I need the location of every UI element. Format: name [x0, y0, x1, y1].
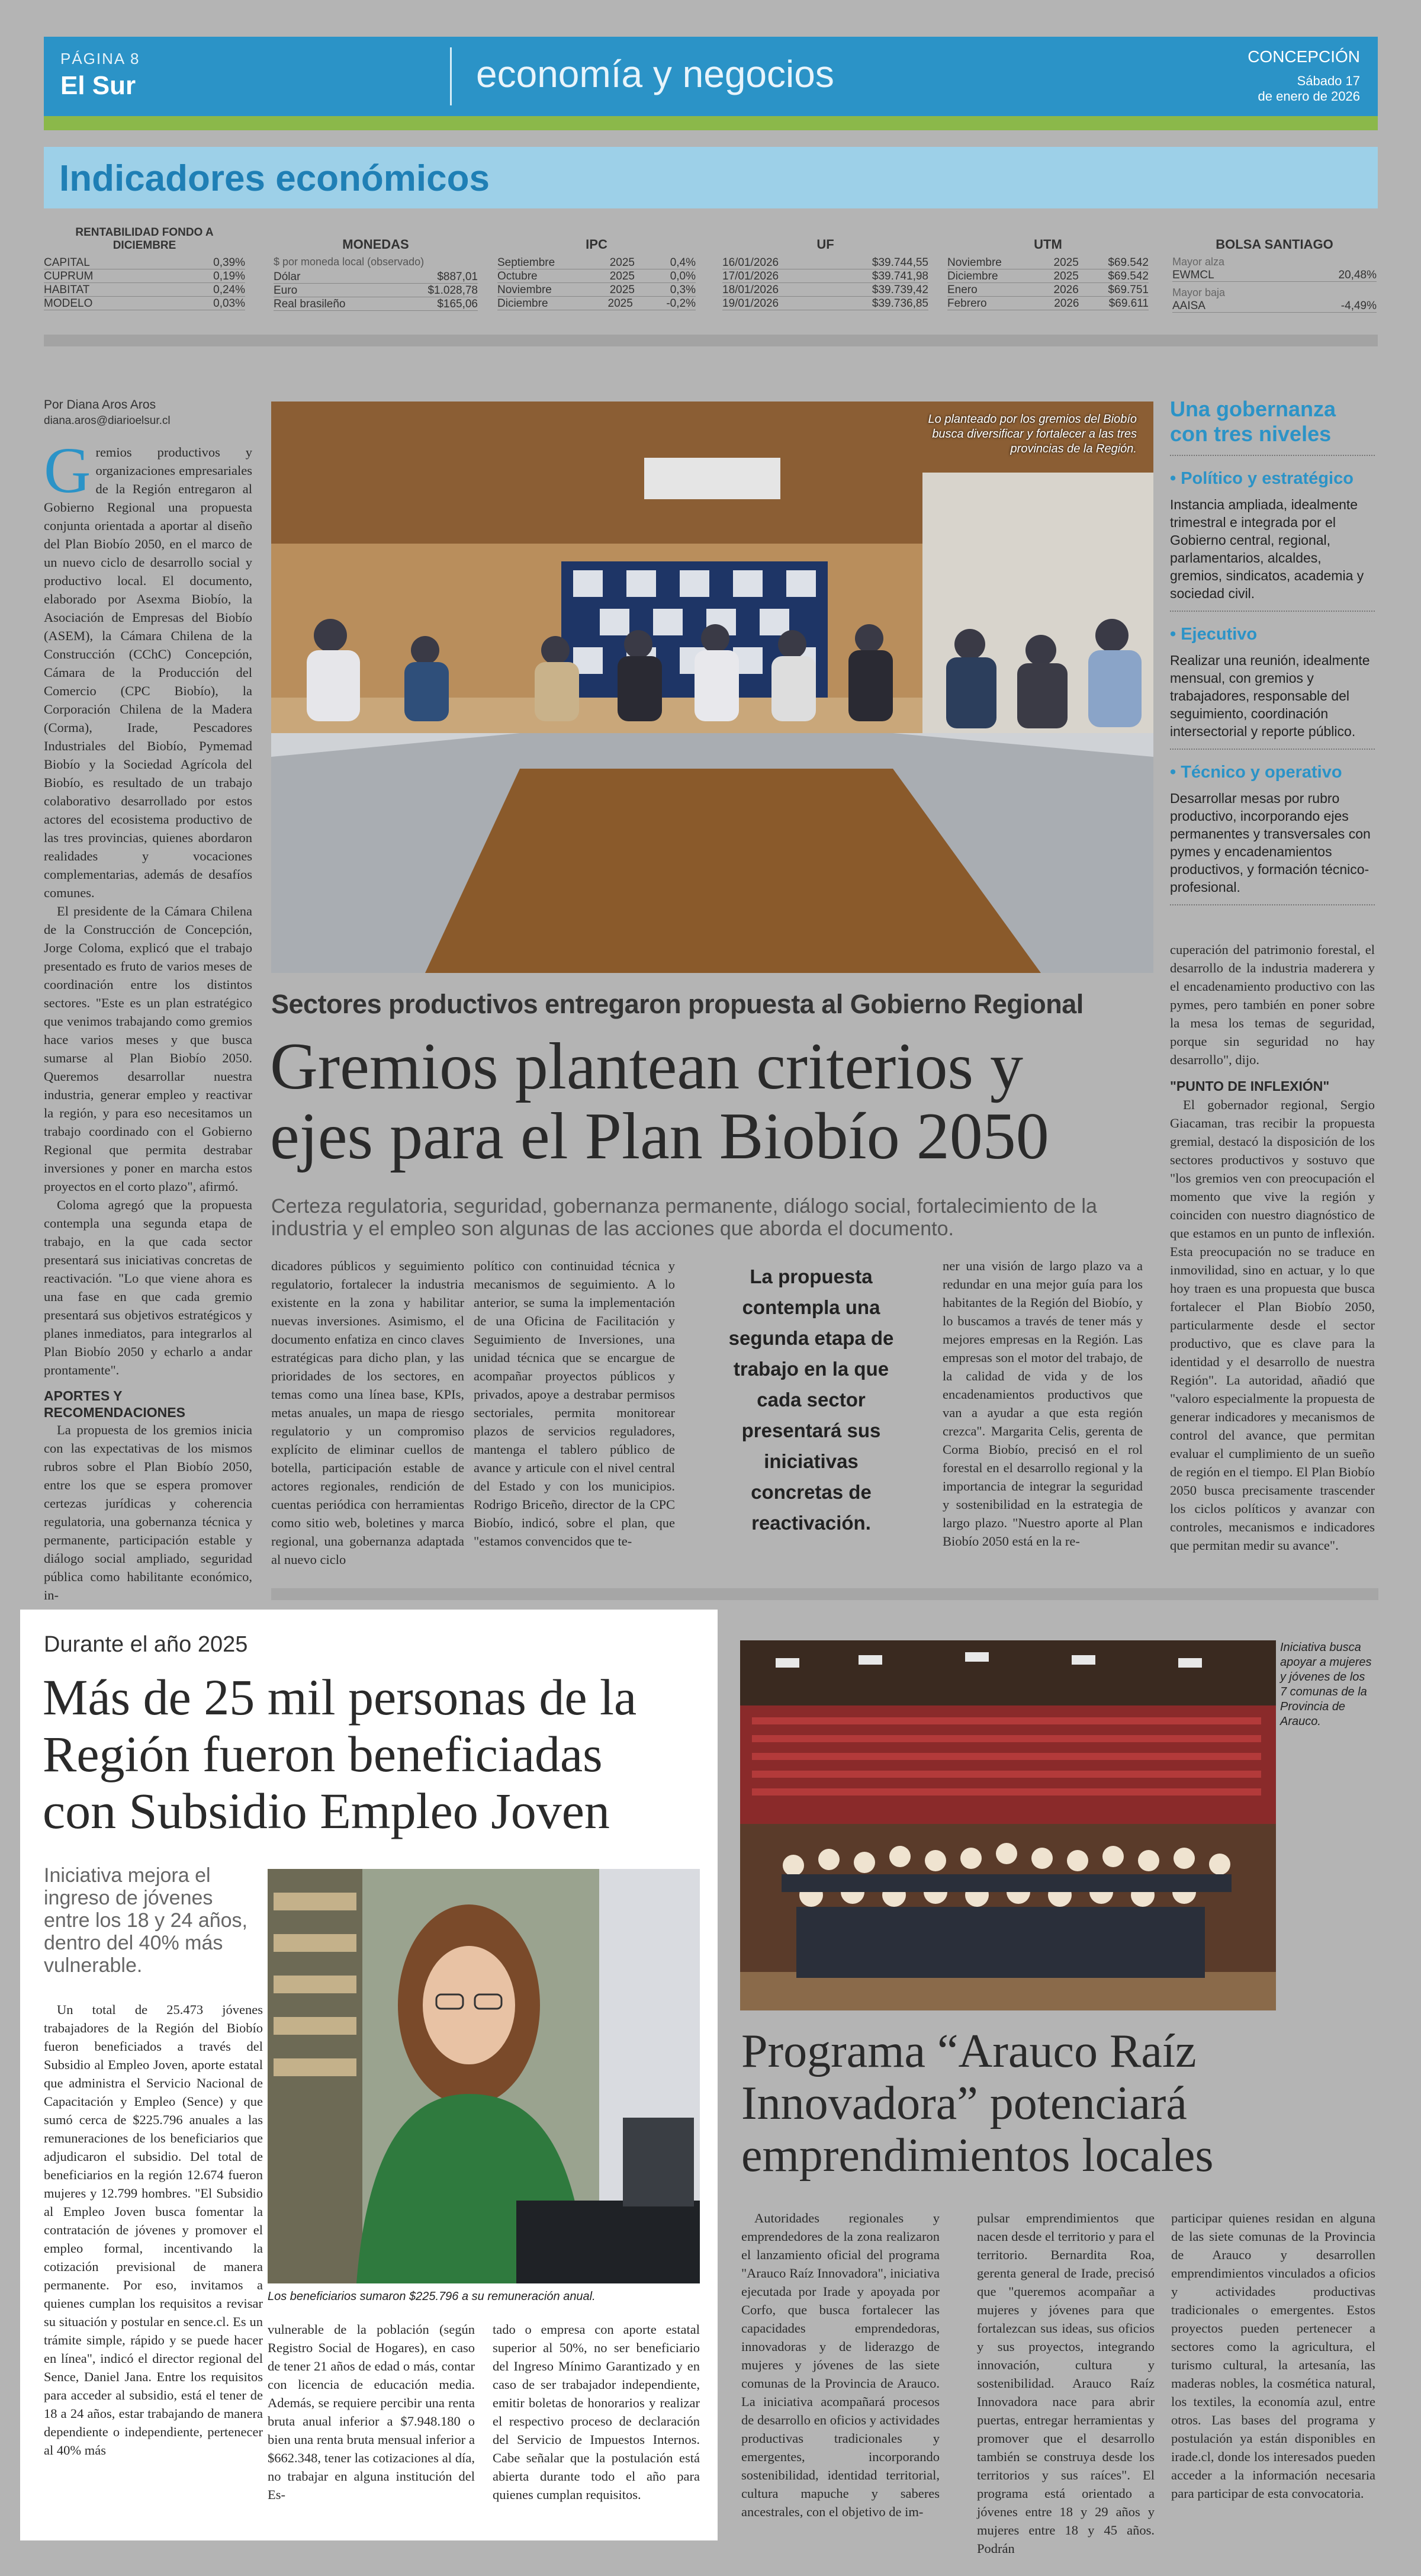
pull-quote: La propuesta contempla una segunda etapa de trabajo en la que cada sector presentará sus iniciativas concretas de reactivación.: [728, 1265, 894, 1534]
ipc-year: 2025: [607, 297, 633, 310]
article1-column-3: político con continuidad técnica y mecanismos de seguimiento. A lo anterior, se suma la implementación de una Oficina de Facilitación y Seguimiento de Inversiones, una unidad técnica que se encargue de acompañar proyectos públicos y privados, apoye a destrabar permisos sectoriales, permita monitorear plazos de servicios reguladores, mantenga el tablero público de avance y articule con el nivel central del Estado y con los municipios. Rodrigo Briceño, director de la CPC Biobío, indicó, sobre el plan, que "estamos convencidos que te-: [474, 1258, 675, 1549]
photo-caption: Lo planteado por los gremios del Biobío busca diversificar y fortalecer a las tres provincias de la Región.: [928, 413, 1137, 455]
utm-month: Diciembre: [947, 270, 998, 282]
date-line-2: de enero de 2026: [1258, 89, 1360, 104]
table-row: [1172, 268, 1377, 282]
utm-month: Enero: [947, 284, 978, 296]
table-row: [274, 297, 478, 311]
headline-line-2: Región fueron beneficiadas: [43, 1726, 603, 1782]
headline-line-1: Programa “Arauco Raíz: [741, 2025, 1197, 2077]
divider: [1170, 904, 1375, 905]
group-illustration: [740, 1640, 1276, 2010]
governance-sidebar: [1170, 397, 1375, 933]
sidebar-item-text: Realizar una reunión, idealmente mensual, con gremios y trabajadores, responsable del seguimiento, coordinación intersectorial y reporte público.: [1170, 653, 1370, 739]
uf-date: 19/01/2026: [722, 297, 779, 310]
bullet-icon: •: [1170, 625, 1181, 644]
table-row: [947, 297, 1149, 310]
headline-line-2: Innovadora” potenciará: [741, 2077, 1187, 2129]
bolsa-title: BOLSA SANTIAGO: [1216, 237, 1333, 252]
fondos-title: RENTABILIDAD FONDO A DICIEMBRE: [75, 226, 214, 252]
monedas-table: [274, 237, 478, 311]
article2-kicker: Durante el año 2025: [44, 1632, 248, 1657]
student-illustration: [268, 1869, 700, 2283]
article3-column-2: pulsar emprendimientos que nacen desde el territorio y para el territorio. Bernardita Roa, gerenta general de Irade, precisó que "queremos acompañar a mujeres y jóvenes para que fortalezcan sus ideas, sus oficios y sus proyectos, integrando innovación, cultura y sostenibilidad. Arauco Raíz Innovadora nace para abrir puertas, entregar herramientas y promover que el desarrollo también se construya desde los territorios y sus raíces". El programa está orientado a jóvenes entre 18 y 29 años y mujeres entre 18 y 45 años. Podrán: [977, 2211, 1155, 2556]
article1-column-1: [44, 434, 252, 1602]
moneda-name: Euro: [274, 284, 298, 297]
article2-column-1: Un total de 25.473 jóvenes trabajadores de la Región del Biobío fueron beneficiados a través del Subsidio al Empleo Joven, aporte estatal que administra el Servicio Nacional de Capacitación y Empleo (Sence) y que sumó cerca de $225.796 anuales a las remuneraciones de los beneficiarios que adjudicaron el subsidio. Del total de beneficiarios en la región 12.674 fueron mujeres y 12.799 hombres. "El Subsidio al Empleo Joven busca fomentar la contratación de jóvenes y promover el empleo formal, incentivando la cotización previsional de manera permanente. Por eso, invitamos a quienes cumplan los requisitos a revisar su situación y postular en sence.cl. Es un trámite simple, rápido y se puede hacer en línea", indicó el director regional del Sence, Daniel Jana. Entre los requisitos para acceder al subsidio, está el tener de 18 a 24 años, estar trabajando de manera dependiente o independiente, pertenecer al 40% más: [44, 2002, 263, 2458]
table-row: [947, 269, 1149, 283]
ipc-month: Noviembre: [497, 284, 552, 296]
student-photo: [268, 1869, 700, 2283]
byline-email: diana.aros@diarioelsur.cl: [44, 415, 171, 427]
utm-year: 2025: [1053, 270, 1079, 282]
ipc-value: 0,3%: [670, 284, 696, 296]
table-row: [722, 283, 928, 297]
bolsa-baja-label: Mayor baja: [1172, 287, 1226, 298]
sidebar-item-head: [1170, 469, 1375, 489]
stock-name: EWMCL: [1172, 269, 1214, 281]
indicators-header: [44, 147, 1378, 208]
date-line-1: Sábado 17: [1297, 73, 1360, 88]
fondo-name: CAPITAL: [44, 256, 90, 269]
article1-subhead: APORTES Y RECOMENDACIONES: [44, 1388, 185, 1420]
ipc-month: Diciembre: [497, 297, 548, 310]
headline-line-3: con Subsidio Empleo Joven: [43, 1782, 610, 1839]
utm-month: Noviembre: [947, 256, 1002, 269]
ipc-month: Octubre: [497, 270, 538, 282]
article3-column-3: participar quienes residan en alguna de las siete comunas de la Provincia de Arauco y desarrollen emprendimientos vinculados a oficios y actividades productivas tradicionales o emergentes. Estos proyectos pueden pertenecer a sectores como la agricultura, el turismo cultural, la artesanía, las maderas nobles, la cosmética natural, los textiles, la economía azul, entre otros. Las bases del programa y postulación ya están disponibles en irade.cl, donde los interesados pueden acceder a la información necesaria para participar de esta convocatoria.: [1171, 2211, 1375, 2501]
utm-value: $69.542: [1108, 256, 1149, 269]
sidebar-title-line-1: Una gobernanza: [1170, 397, 1336, 421]
table-row: [274, 270, 478, 284]
article1-headline: [270, 1032, 1049, 1171]
article1-paragraph: cuperación del patrimonio forestal, el desarrollo de la industria maderera y el encadenamiento productivo con las pymes, pero también en poner sobre la mesa los temas de seguridad, porque sin seguridad no hay desarrollo", dijo.: [1170, 942, 1375, 1067]
article1-paragraph: Coloma agregó que la propuesta contempla una segunda etapa de trabajo, en la que cada sector presentará sus iniciativas concretas de reactivación. "Lo que viene ahora es una fase en que cada gremio presentará sus objetivos estratégicos y planes inmediatos, para integrarlos al Plan Biobío 2050 y echarlo a andar prontamente".: [44, 1197, 252, 1377]
uf-date: 16/01/2026: [722, 256, 779, 269]
headline-line-1: Gremios plantean criterios y: [270, 1030, 1024, 1103]
ipc-year: 2025: [609, 284, 635, 296]
article1-column-5: [1170, 940, 1375, 1553]
table-row: [44, 269, 245, 283]
meeting-photo: [271, 402, 1153, 973]
fondos-table: [44, 226, 245, 310]
uf-value: $39.739,42: [872, 284, 928, 296]
utm-value: $69.542: [1108, 270, 1149, 282]
uf-table: [722, 237, 928, 310]
fondo-name: HABITAT: [44, 284, 90, 296]
sidebar-title-line-2: con tres niveles: [1170, 422, 1332, 446]
uf-value: $39.741,98: [872, 270, 928, 282]
headline-line-3: emprendimientos locales: [741, 2129, 1214, 2182]
table-row: [722, 297, 928, 310]
headline-line-1: Más de 25 mil personas de la: [43, 1669, 637, 1726]
table-row: [722, 256, 928, 269]
city-label: CONCEPCIÓN: [1248, 47, 1360, 66]
uf-date: 18/01/2026: [722, 284, 779, 296]
article2-column-3: tado o empresa con aporte estatal superior al 50%, no ser beneficiario del Ingreso Mínimo Garantizado y en caso de ser trabajador independiente, emitir boletas de honorarios y realizar el respectivo proceso de declaración del Servicio de Impuestos Internos. Cabe señalar que la postulación está abierta durante todo el año para quienes cumplan requisitos.: [493, 2322, 700, 2502]
article2-box: [20, 1610, 718, 2540]
uf-value: $39.744,55: [872, 256, 928, 269]
sidebar-item-head: [1170, 625, 1375, 644]
section-divider: [44, 335, 1378, 346]
moneda-value: $1.028,78: [427, 284, 478, 297]
article1-deck: Certeza regulatoria, seguridad, gobernanza permanente, diálogo social, fortalecimiento de la industria y el empleo son algunas de las acciones que aborda el documento.: [271, 1195, 1097, 1240]
fondo-value: 0,19%: [213, 270, 245, 282]
meeting-illustration: [271, 402, 1153, 973]
table-row: [497, 297, 696, 310]
photo-caption: Los beneficiarios sumaron $225.796 a su remuneración anual.: [268, 2290, 596, 2303]
indicators-title: Indicadores económicos: [59, 158, 490, 199]
sidebar-item-head: [1170, 763, 1375, 782]
divider: [1170, 749, 1375, 750]
fondo-value: 0,03%: [213, 297, 245, 310]
masthead: [44, 37, 1378, 116]
article2-column-2: vulnerable de la población (según Registro Social de Hogares), en caso de tener 21 años de edad o más, contar con licencia de educación media. Además, se requiere percibir una renta bruta anual inferior a $7.948.180 o bien una renta bruta mensual inferior a $662.348, tener las cotizaciones al día, no trabajar en alguna institución del Es-: [268, 2322, 475, 2502]
divider: [1170, 611, 1375, 612]
publication-name: El Sur: [60, 71, 136, 100]
uf-title: UF: [816, 237, 834, 252]
fondo-value: 0,39%: [213, 256, 245, 269]
ipc-value: 0,0%: [670, 270, 696, 282]
table-row: [947, 283, 1149, 297]
article3-headline: [741, 2025, 1214, 2182]
sidebar-item-label: Técnico y operativo: [1181, 763, 1342, 782]
table-row: [947, 256, 1149, 269]
utm-value: $69.611: [1108, 297, 1149, 310]
moneda-name: Real brasileño: [274, 298, 346, 310]
article1-column-4: ner una visión de largo plazo va a redundar en una mejor guía para los habitantes de la Región del Biobío, y lo buscamos a través de tener más y mejores empresas en la Región. Las empresas son el motor del trabajo, de la calidad de vida y de los encadenamientos productivos que van a ayudar a que esta región crezca". Margarita Celis, gerenta de Corma Biobío, precisó en el rol forestal en el desarrollo regional y la importancia de integrar la seguridad y sostenibilidad en la estrategia de largo plazo. "Nuestro aporte al Plan Biobío 2050 está en la re-: [943, 1258, 1143, 1549]
table-row: [44, 297, 245, 310]
table-row: [44, 283, 245, 297]
utm-value: $69.751: [1108, 284, 1149, 296]
group-photo: [740, 1640, 1276, 2010]
uf-value: $39.736,85: [872, 297, 928, 310]
stock-name: AAISA: [1172, 300, 1205, 312]
ipc-table: [497, 237, 696, 310]
article1-paragraph: El gobernador regional, Sergio Giacaman, tras recibir la propuesta gremial, destacó la disposición de los sectores productivos y sostuvo que "los gremios ven con preocupación el momento que vive la región y coinciden con nuestro diagnóstico de que estamos en un punto de inflexión. Esta preocupación no se traduce en inmovilidad, sino en actuar, y lo que hoy traen es una propuesta que busca fortalecer el Plan Biobío 2050, particularmente desde el sector productivo, que es clave para la identidad y el desarrollo de nuestra Región". La autoridad, añadió que "valoro especialmente la propuesta de generar indicadores y mecanismos de control del avance, que permitan evaluar el cumplimiento de un sueño de región en el tiempo. El Plan Biobío 2050 busca precisamente trascender los ciclos políticos y avanzar con controles, mecanismos e indicadores que permitan medir su avance".: [1170, 1097, 1375, 1553]
fondo-name: MODELO: [44, 297, 93, 310]
utm-title: UTM: [1034, 237, 1062, 252]
article1-kicker: Sectores productivos entregaron propuesta al Gobierno Regional: [271, 989, 1084, 1019]
ipc-year: 2025: [609, 270, 635, 282]
byline: Por Diana Aros Aros: [44, 398, 156, 412]
drop-cap: G: [44, 434, 91, 506]
photo-caption: Iniciativa busca apoyar a mujeres y jóvenes de los 7 comunas de la Provincia de Arauco.: [1280, 1641, 1372, 1728]
sidebar-item-text: Instancia ampliada, idealmente trimestral e integrada por el Gobierno central, regional, parlamentarios, alcaldes, gremios, sindicatos, academia y sociedad civil.: [1170, 497, 1364, 601]
article2-headline: [43, 1669, 636, 1839]
fondo-name: CUPRUM: [44, 270, 94, 282]
sidebar-item-label: Político y estratégico: [1181, 469, 1354, 488]
ipc-value: -0,2%: [666, 297, 696, 310]
utm-year: 2025: [1053, 256, 1079, 269]
utm-table: [947, 237, 1149, 310]
section-divider: [271, 1588, 1378, 1600]
ipc-month: Septiembre: [497, 256, 555, 269]
utm-year: 2026: [1053, 284, 1079, 296]
masthead-accent-bar: [44, 116, 1378, 130]
table-row: [722, 269, 928, 283]
moneda-name: Dólar: [274, 271, 301, 283]
ipc-title: IPC: [586, 237, 607, 252]
utm-month: Febrero: [947, 297, 987, 310]
article1-paragraph: El presidente de la Cámara Chilena de la Construcción de Concepción, Jorge Coloma, explicó que el trabajo presentado es fruto de varios meses de coordinación entre los distintos sectores. "Este es un plan estratégico que venimos trabajando como gremios hace varios meses y que busca sumarse al Plan Biobío 2050. Queremos desarrollar nuestra industria, generar empleo y reactivar la región, y para eso necesitamos un trabajo coordinado con el Gobierno Regional que permita destrabar inversiones y poner en marcha estos proyectos en el corto plazo", afirmó.: [44, 904, 252, 1194]
monedas-title: MONEDAS: [342, 237, 409, 252]
table-row: [44, 256, 245, 269]
table-row: [497, 269, 696, 283]
sidebar-item-label: Ejecutivo: [1181, 625, 1258, 644]
divider: [1170, 455, 1375, 456]
sidebar-item-text: Desarrollar mesas por rubro productivo, incorporando ejes permanentes y transversales con pymes y encadenamientos productivos, y formación técnico-profesional.: [1170, 791, 1371, 895]
bolsa-table: [1172, 237, 1377, 313]
ipc-year: 2025: [609, 256, 635, 269]
article2-deck: Iniciativa mejora el ingreso de jóvenes entre los 18 y 24 años, dentro del 40% más vulnerable.: [44, 1864, 248, 1977]
article1-subhead-2: "PUNTO DE INFLEXIÓN": [1170, 1078, 1330, 1094]
table-row: [497, 256, 696, 269]
headline-line-2: ejes para el Plan Biobío 2050: [270, 1100, 1049, 1173]
article1-column-2: dicadores públicos y seguimiento regulatorio, fortalecer la industria existente en la zona y habilitar nuevas inversiones. Asimismo, el documento enfatiza en cinco claves estratégicas para dicho plan, y las prioridades de los sectores, en temas como una línea base, KPIs, metas anuales, un mapa de riesgo regulatorio y un compromiso explícito de eliminar cuellos de botella, participación estable de actores regionales, rendición de cuentas periódica con herramientas como sitio web, boletines y marca regional, una gobernanza adaptada al nuevo ciclo: [271, 1258, 464, 1567]
table-row: [1172, 299, 1377, 313]
ipc-value: 0,4%: [670, 256, 696, 269]
monedas-subtitle: $ por moneda local (observado): [274, 256, 425, 268]
masthead-divider: [450, 47, 452, 105]
table-row: [274, 284, 478, 297]
uf-date: 17/01/2026: [722, 270, 779, 282]
fondo-value: 0,24%: [213, 284, 245, 296]
bullet-icon: •: [1170, 469, 1181, 488]
stock-change: 20,48%: [1338, 269, 1377, 281]
utm-year: 2026: [1054, 297, 1079, 310]
bolsa-alza-label: Mayor alza: [1172, 256, 1225, 268]
sidebar-title: [1170, 397, 1375, 447]
section-title: economía y negocios: [476, 53, 834, 95]
article1-intro: remios productivos y organizaciones empresariales de la Región entregaron al Gobierno Regional una propuesta conjunta orientada a aportar al diseño del Plan Biobío 2050, en el marco de un nuevo ciclo de desarrollo social y productivo local. El documento, elaborado por Asexma Biobío, la Asociación de Empresas del Biobío (ASEM), la Cámara Chilena de la Construcción (CChC) Concepción, Cámara de la Producción del Comercio (CPC Biobío), la Corporación Chilena de la Madera (Corma), Irade, Pescadores Industriales del Biobío, Pymemad Biobío y la Sociedad Agrícola del Biobío, es resultado de un trabajo colaborativo desarrollado por estos actores del ecosistema productivo de las tres provincias, quienes abordaron realidades y vocaciones complementarias, además de desafíos comunes.: [44, 445, 252, 900]
moneda-value: $887,01: [437, 271, 478, 283]
table-row: [497, 283, 696, 297]
stock-change: -4,49%: [1340, 300, 1377, 312]
bullet-icon: •: [1170, 763, 1181, 782]
moneda-value: $165,06: [437, 298, 478, 310]
article3-column-1: Autoridades regionales y emprendedores de la zona realizaron el lanzamiento oficial del programa "Arauco Raíz Innovadora", iniciativa ejecutada por Irade y apoyada por Corfo, que busca fortalecer las capacidades emprendedoras, innovadoras y de liderazgo de mujeres y jóvenes de las siete comunas de la Provincia de Arauco. La iniciativa acompañará procesos de desarrollo en oficios y actividades productivas tradicionales y emergentes, incorporando sostenibilidad, identidad territorial, cultura mapuche y saberes ancestrales, con el objetivo de im-: [741, 2211, 940, 2519]
article1-paragraph: La propuesta de los gremios inicia con las expectativas de los mismos rubros sobre el Plan Biobío 2050, entre los que se espera promover certezas jurídicas y coherencia regulatoria, una gobernanza técnica y permanente, participación estable y diálogo social ampliado, seguridad pública como habilitante económico, in-: [44, 1422, 252, 1602]
page-number: PÁGINA 8: [60, 50, 140, 68]
